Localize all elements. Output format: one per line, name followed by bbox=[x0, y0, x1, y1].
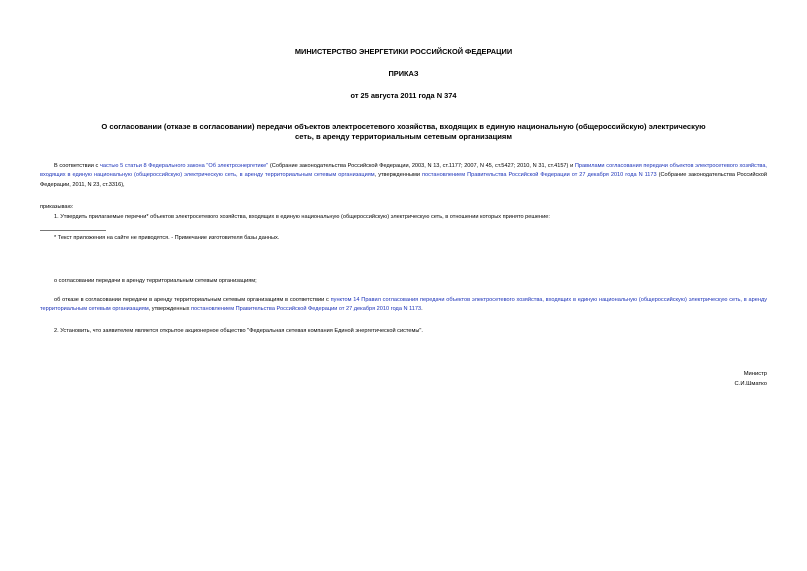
item-2: 2. Установить, что заявителем является открытое акционерное общество "Федеральная сетевая компания Единой энергетической системы". bbox=[54, 328, 423, 334]
footnote-separator bbox=[40, 230, 106, 231]
order-title-line2: сеть, в аренду территориальным сетевым организациям bbox=[295, 132, 512, 141]
resolution-link-2[interactable]: постановлением Правительства Российской Федерации от 27 декабря 2010 года N 1173 bbox=[190, 306, 422, 313]
item-1: 1. Утвердить прилагаемые перечни* объектов электросетевого хозяйства, входящих в единую национальную (общероссийскую) электрическую сеть, в отношении которых принято решение: bbox=[54, 214, 550, 220]
date-number-heading: от 25 августа 2011 года N 374 bbox=[350, 91, 457, 100]
footnote: * Текст приложения на сайте не приводятся. - Примечание изготовителя базы данных. bbox=[54, 235, 280, 241]
refusal-text-1: об отказе в согласовании передачи в аренду территориальным сетевым организациям в соответствии с bbox=[54, 297, 331, 303]
orders-word: приказываю: bbox=[40, 204, 74, 210]
resolution-link[interactable]: постановлением Правительства Российской Федерации от 27 декабря 2010 года N 1173 bbox=[421, 172, 657, 179]
rules-link[interactable]: Правилами согласования передачи объектов электросетевого хозяйства, входящих в единую национальную (общероссийскую) электрическую сеть, в аренду территориальным сетевым организациям bbox=[40, 163, 767, 179]
ministry-heading: МИНИСТЕРСТВО ЭНЕРГЕТИКИ РОССИЙСКОЙ ФЕДЕРАЦИИ bbox=[294, 47, 513, 56]
refusal-text-2: , утвержденных bbox=[148, 306, 191, 313]
doc-type-heading: ПРИКАЗ bbox=[388, 69, 419, 78]
approval-paragraph: о согласовании передачи в аренду территориальным сетевым организациям; bbox=[54, 278, 257, 284]
preamble-text-4: (Собрание законодательства Российской Федерации, 2011, N 23, ст.3316), bbox=[40, 172, 768, 188]
refusal-paragraph bbox=[40, 296, 767, 315]
preamble-text-3: , утвержденными bbox=[374, 172, 422, 179]
preamble-text-2: (Собрание законодательства Российской Федерации, 2003, N 13, ст.1177; 2007, N 45, ст.5427; 2010, N 31, ст.4157) и bbox=[268, 163, 575, 169]
rules-point-link[interactable]: пунктом 14 Правил согласования передачи объектов электросетевого хозяйства, входящих в единую национальную (общероссийскую) электрическую сеть, в аренду территориальным сетевым организациям bbox=[40, 297, 768, 313]
signature-name: С.И.Шматко bbox=[734, 381, 767, 387]
preamble-paragraph bbox=[40, 162, 767, 190]
order-title bbox=[40, 122, 767, 142]
signature-position: Министр bbox=[743, 371, 767, 377]
preamble-text-1: В соответствии с bbox=[54, 163, 100, 169]
law-link[interactable]: частью 5 статьи 8 Федерального закона "Об электроэнергетике" bbox=[99, 163, 269, 169]
order-title-line1: О согласовании (отказе в согласовании) передачи объектов электросетевого хозяйства, входящих в единую национальную (общероссийскую) электрическую bbox=[101, 122, 706, 131]
refusal-text-3: . bbox=[421, 306, 423, 313]
